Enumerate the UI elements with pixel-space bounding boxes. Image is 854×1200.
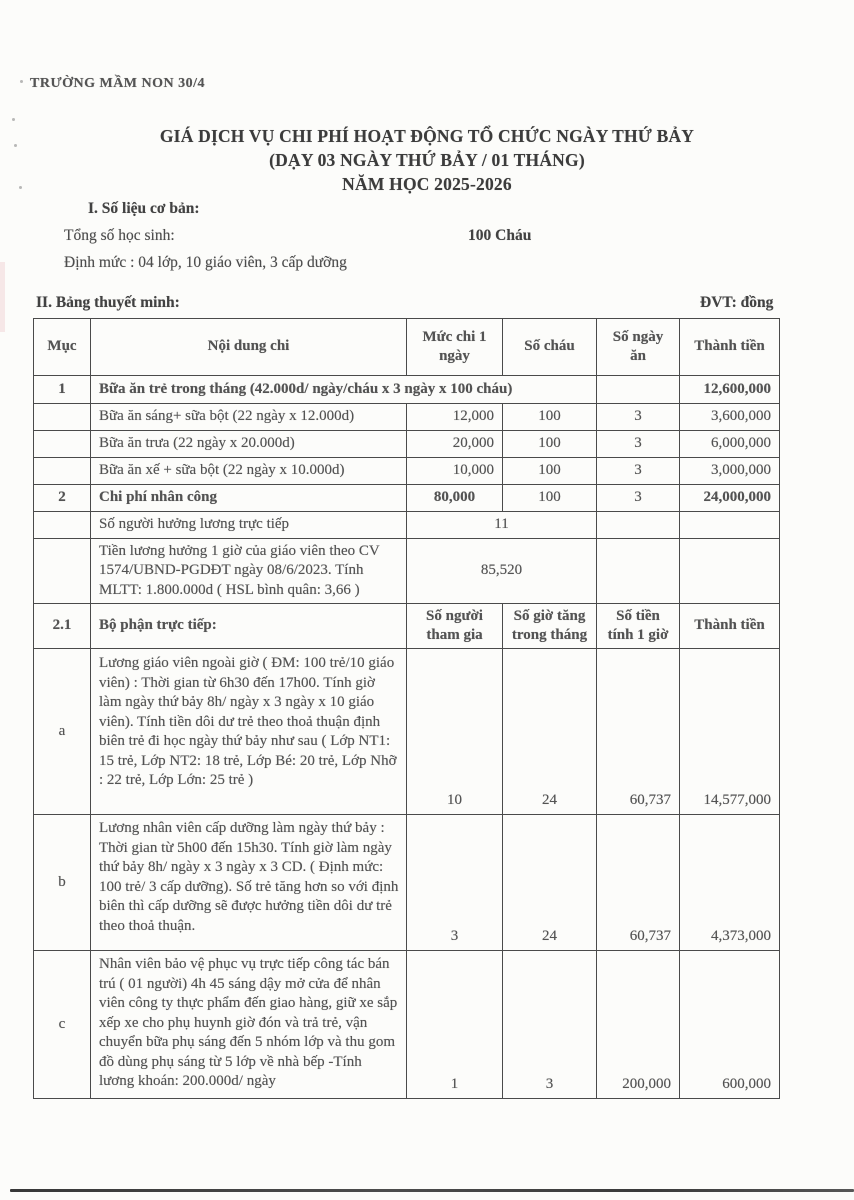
cell-rate: 60,737: [597, 649, 680, 815]
cell-ngay: 3: [597, 404, 680, 431]
table-row: [34, 458, 780, 485]
cost-table: [33, 318, 780, 1099]
cell-ngay: 3: [597, 485, 680, 512]
cell-muc: [34, 404, 91, 431]
cell-content: Bữa ăn trưa (22 ngày x 20.000d): [91, 431, 407, 458]
cell-rate: 10,000: [407, 458, 503, 485]
cell-hours: 24: [503, 815, 597, 951]
table-row: [34, 539, 780, 604]
table-row: [34, 404, 780, 431]
cell-content: Lương nhân viên cấp dưỡng làm ngày thứ bảy : Thời gian từ 5h00 đến 15h30. Tính giờ làm ngày thứ bảy 8h/ ngày x 3 ngày x 3 CD. ( Định mức: 100 trẻ/ 3 cấp dưỡng). Số trẻ tăng hơn so với định biên thì cấp dưỡng sẽ được hưởng tiền dôi dư trẻ theo thoả thuận.: [91, 815, 407, 951]
cell-chau: 100: [503, 404, 597, 431]
cell-content: Bộ phận trực tiếp:: [91, 604, 407, 649]
page-edge-line: [10, 1189, 854, 1192]
cell-rate: 60,737: [597, 815, 680, 951]
unit-label: ĐVT: đồng: [700, 294, 774, 311]
col-header-noi-dung-chi: Nội dung chi: [91, 319, 407, 376]
cell-value: 85,520: [407, 539, 597, 604]
students-value: 100 Cháu: [468, 227, 532, 244]
cell-total: 14,577,000: [680, 649, 780, 815]
students-label: Tổng số học sinh:: [64, 227, 175, 244]
document-title-line1: GIÁ DỊCH VỤ CHI PHÍ HOẠT ĐỘNG TỔ CHỨC NGÀY THỨ BẢY: [159, 126, 695, 146]
cell-chau: 100: [503, 431, 597, 458]
subcol-header-so-nguoi: Số người tham gia: [407, 604, 503, 649]
document-title-line2: (DẠY 03 NGÀY THỨ BẢY / 01 THÁNG): [269, 150, 585, 170]
cell-chau: 100: [503, 485, 597, 512]
cell-muc: [34, 431, 91, 458]
table-row: [34, 431, 780, 458]
cell-empty: [680, 539, 780, 604]
table-subheader-row: [34, 604, 780, 649]
cell-content: Chi phí nhân công: [91, 485, 407, 512]
cell-muc: b: [34, 815, 91, 951]
cell-content: Bữa ăn xế + sữa bột (22 ngày x 10.000d): [91, 458, 407, 485]
table-row: [34, 951, 780, 1099]
cell-muc: [34, 458, 91, 485]
cell-ngay: 3: [597, 431, 680, 458]
cell-ngay: 3: [597, 458, 680, 485]
cell-muc: 2: [34, 485, 91, 512]
table-row: [34, 376, 780, 404]
table-row: [34, 512, 780, 539]
subcol-header-so-tien: Số tiền tính 1 giờ: [597, 604, 680, 649]
cell-content: Tiền lương hưởng 1 giờ của giáo viên theo CV 1574/UBND-PGDĐT ngày 08/6/2023. Tính MLTT: 1.800.000d ( HSL bình quân: 3,66 ): [91, 539, 407, 604]
cell-content: Nhân viên bảo vệ phục vụ trực tiếp công tác bán trú ( 01 người) 4h 45 sáng dậy mở cửa để nhân viên công ty thực phẩm đến giao hàng, giữ xe sắp xếp xe cho phụ huynh giờ đón và trả trẻ, vận chuyển bữa phụ sáng đến 5 nhóm lớp và thu gom đồ dùng phụ sáng từ 5 lớp về nhà bếp -Tính lương khoán: 200.000d/ ngày: [91, 951, 407, 1099]
cell-total: 3,600,000: [680, 404, 780, 431]
cell-muc: [34, 512, 91, 539]
cell-total: 3,000,000: [680, 458, 780, 485]
cell-rate: 200,000: [597, 951, 680, 1099]
cell-content: Bữa ăn sáng+ sữa bột (22 ngày x 12.000d): [91, 404, 407, 431]
cell-hours: 3: [503, 951, 597, 1099]
cell-rate: 20,000: [407, 431, 503, 458]
table-header-row: [34, 319, 780, 376]
cell-people: 1: [407, 951, 503, 1099]
document-title: [0, 124, 854, 196]
col-header-so-chau: Số cháu: [503, 319, 597, 376]
cell-total: 6,000,000: [680, 431, 780, 458]
cell-content: Bữa ăn trẻ trong tháng (42.000d/ ngày/cháu x 3 ngày x 100 cháu): [91, 376, 597, 404]
cell-chau: 100: [503, 458, 597, 485]
cell-total: 600,000: [680, 951, 780, 1099]
cell-muc: 1: [34, 376, 91, 404]
school-name: TRƯỜNG MẦM NON 30/4: [30, 76, 206, 91]
cell-hours: 24: [503, 649, 597, 815]
col-header-so-ngay-an: Số ngày ăn: [597, 319, 680, 376]
cell-people: 10: [407, 649, 503, 815]
col-header-thanh-tien: Thành tiền: [680, 319, 780, 376]
scan-artifact: [0, 262, 5, 332]
cell-content: Lương giáo viên ngoài giờ ( ĐM: 100 trẻ/10 giáo viên) : Thời gian từ 6h30 đến 17h00. Tính giờ làm ngày thứ bảy 8h/ ngày x 3 ngày x 10 giáo viên). Tính tiền dôi dư trẻ theo thoả thuận định biên trẻ đi học ngày thứ bảy như sau ( Lớp NT1: 15 trẻ, Lớp NT2: 18 trẻ, Lớp Bé: 20 trẻ, Lớp Nhỡ : 22 trẻ, Lớp Lớn: 25 trẻ ): [91, 649, 407, 815]
cell-total: 4,373,000: [680, 815, 780, 951]
cell-people: 3: [407, 815, 503, 951]
cell-content: Số người hưởng lương trực tiếp: [91, 512, 407, 539]
scan-artifact: [20, 80, 23, 83]
subcol-header-so-gio: Số giờ tăng trong tháng: [503, 604, 597, 649]
cell-empty: [597, 539, 680, 604]
subcol-header-thanh-tien: Thành tiền: [680, 604, 780, 649]
norms-line: Định mức : 04 lớp, 10 giáo viên, 3 cấp dưỡng: [64, 254, 347, 271]
section2-heading: II. Bảng thuyết minh:: [36, 294, 180, 311]
cell-total: 12,600,000: [680, 376, 780, 404]
cell-value: 11: [407, 512, 597, 539]
cell-rate: 12,000: [407, 404, 503, 431]
cell-muc: c: [34, 951, 91, 1099]
cell-total: 24,000,000: [680, 485, 780, 512]
col-header-muc-chi: Mức chi 1 ngày: [407, 319, 503, 376]
table-row: [34, 815, 780, 951]
cell-empty: [597, 376, 680, 404]
cell-rate: 80,000: [407, 485, 503, 512]
table-row: [34, 649, 780, 815]
document-title-line3: NĂM HỌC 2025-2026: [342, 174, 512, 194]
cell-empty: [680, 512, 780, 539]
table-row: [34, 485, 780, 512]
cell-muc: a: [34, 649, 91, 815]
section1-heading: I. Số liệu cơ bản:: [88, 200, 200, 217]
col-header-muc: Mục: [34, 319, 91, 376]
scan-artifact: [12, 118, 15, 121]
cell-empty: [597, 512, 680, 539]
cell-muc: [34, 539, 91, 604]
cell-muc: 2.1: [34, 604, 91, 649]
